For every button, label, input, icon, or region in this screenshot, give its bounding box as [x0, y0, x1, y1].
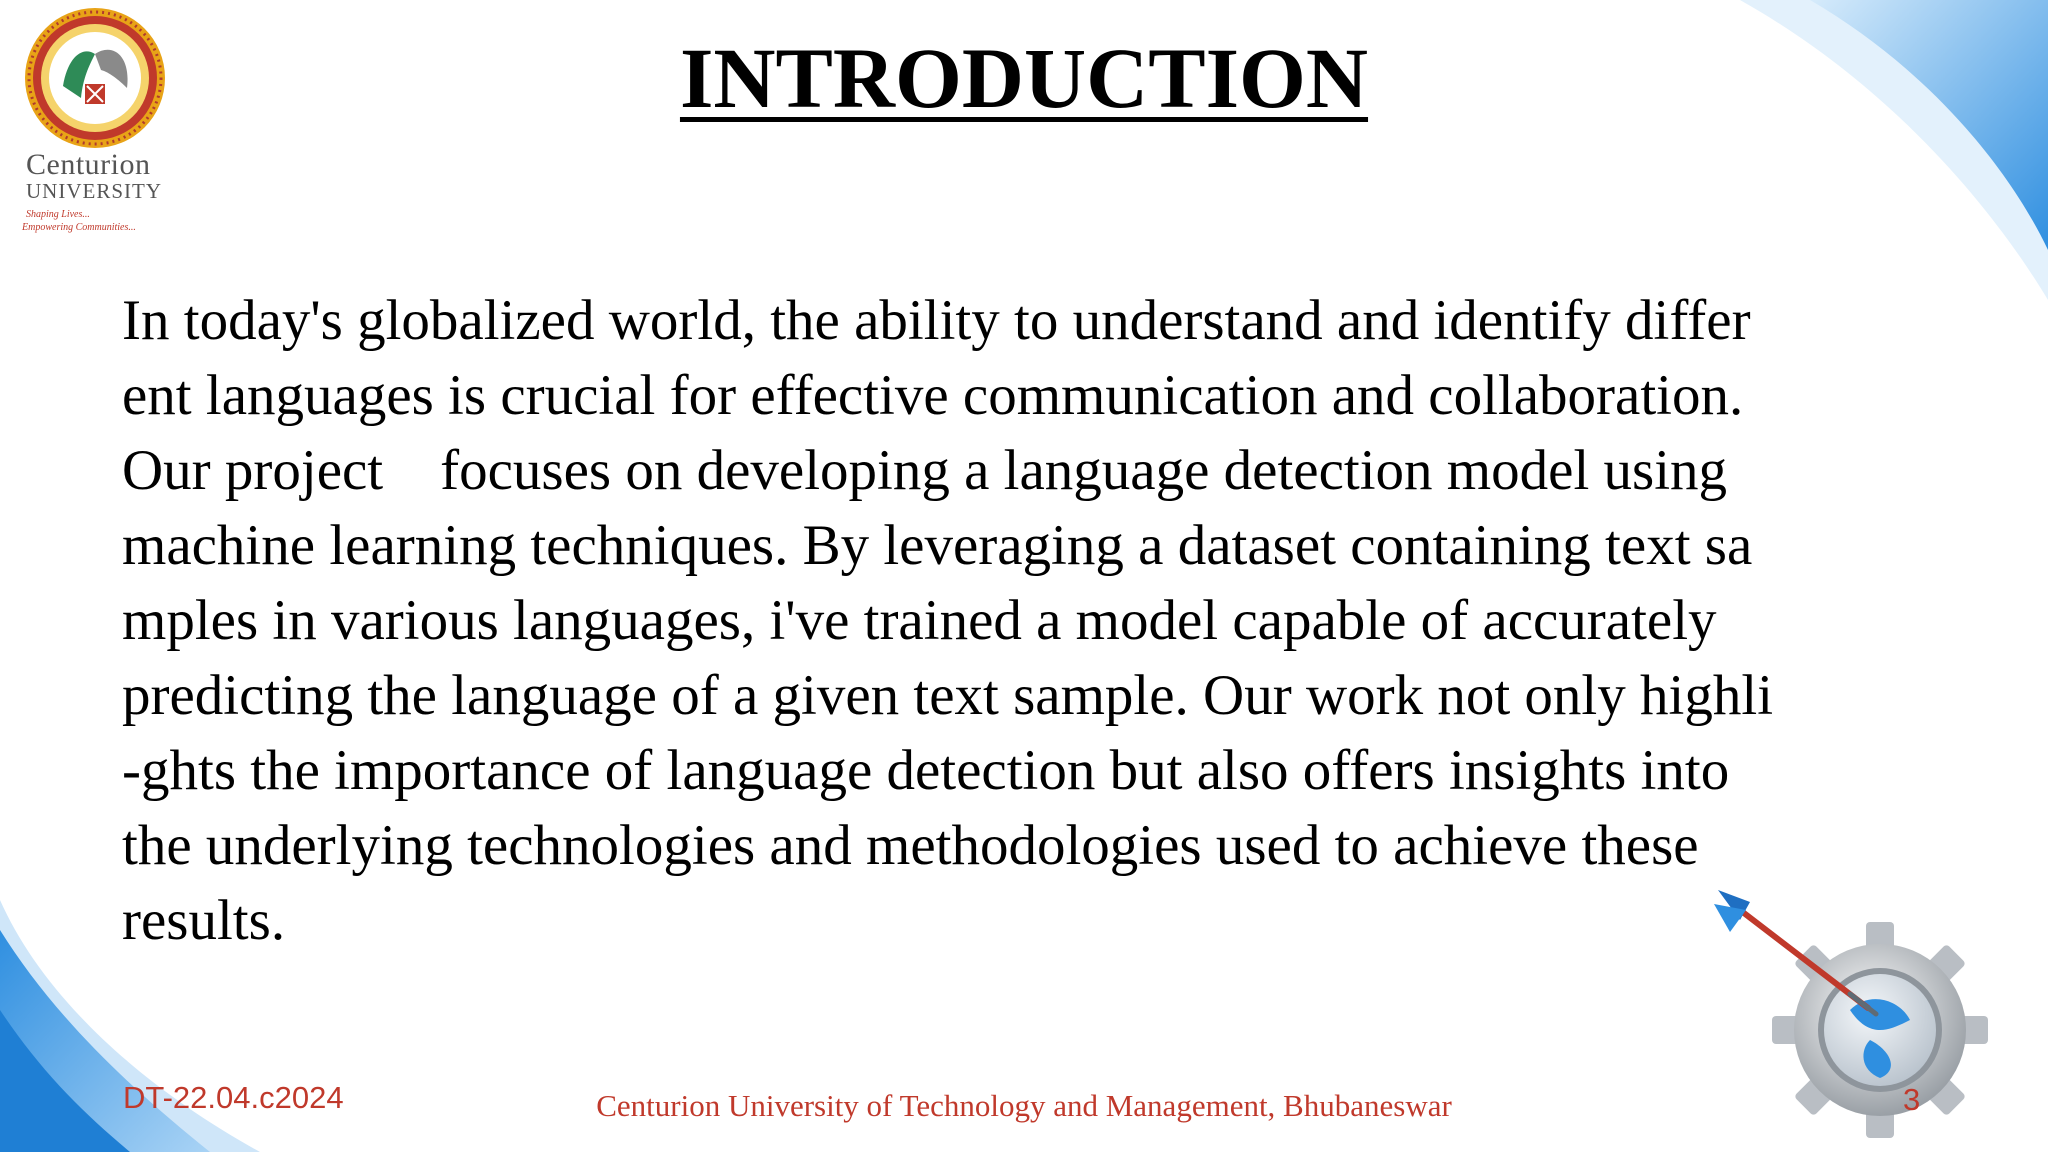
date-stamp: DT-22.04.c2024 [123, 1080, 344, 1115]
logo-subname: UNIVERSITY [26, 179, 162, 203]
body-line: the underlying technologies and methodologies used to achieve these [122, 814, 1699, 877]
body-line: mples in various languages, i've trained a model capable of accurately [122, 589, 1717, 652]
body-line: -ghts the importance of language detection but also offers insights into [122, 739, 1730, 802]
body-line: In today's globalized world, the ability to understand and identify differ [122, 289, 1751, 352]
body-line: predicting the language of a given text sample. Our work not only highli [122, 664, 1774, 727]
logo-tagline-2: Empowering Communities... [22, 222, 136, 233]
page-number: 3 [1903, 1082, 1921, 1117]
slide-title [0, 28, 2048, 128]
body-line: machine learning techniques. By leveraging a dataset containing text sa [122, 514, 1753, 577]
body-paragraph [122, 283, 1982, 958]
logo-name: Centurion [26, 148, 151, 181]
body-line: results. [122, 889, 286, 952]
footer-institution: Centurion University of Technology and Management, Bhubaneswar [596, 1088, 1452, 1123]
slide-title-text: INTRODUCTION [679, 30, 1369, 126]
logo-tagline-1: Shaping Lives... [26, 209, 90, 220]
body-line: Our project focuses on developing a language detection model using [122, 439, 1728, 502]
body-line: ent languages is crucial for effective communication and collaboration. [122, 364, 1744, 427]
